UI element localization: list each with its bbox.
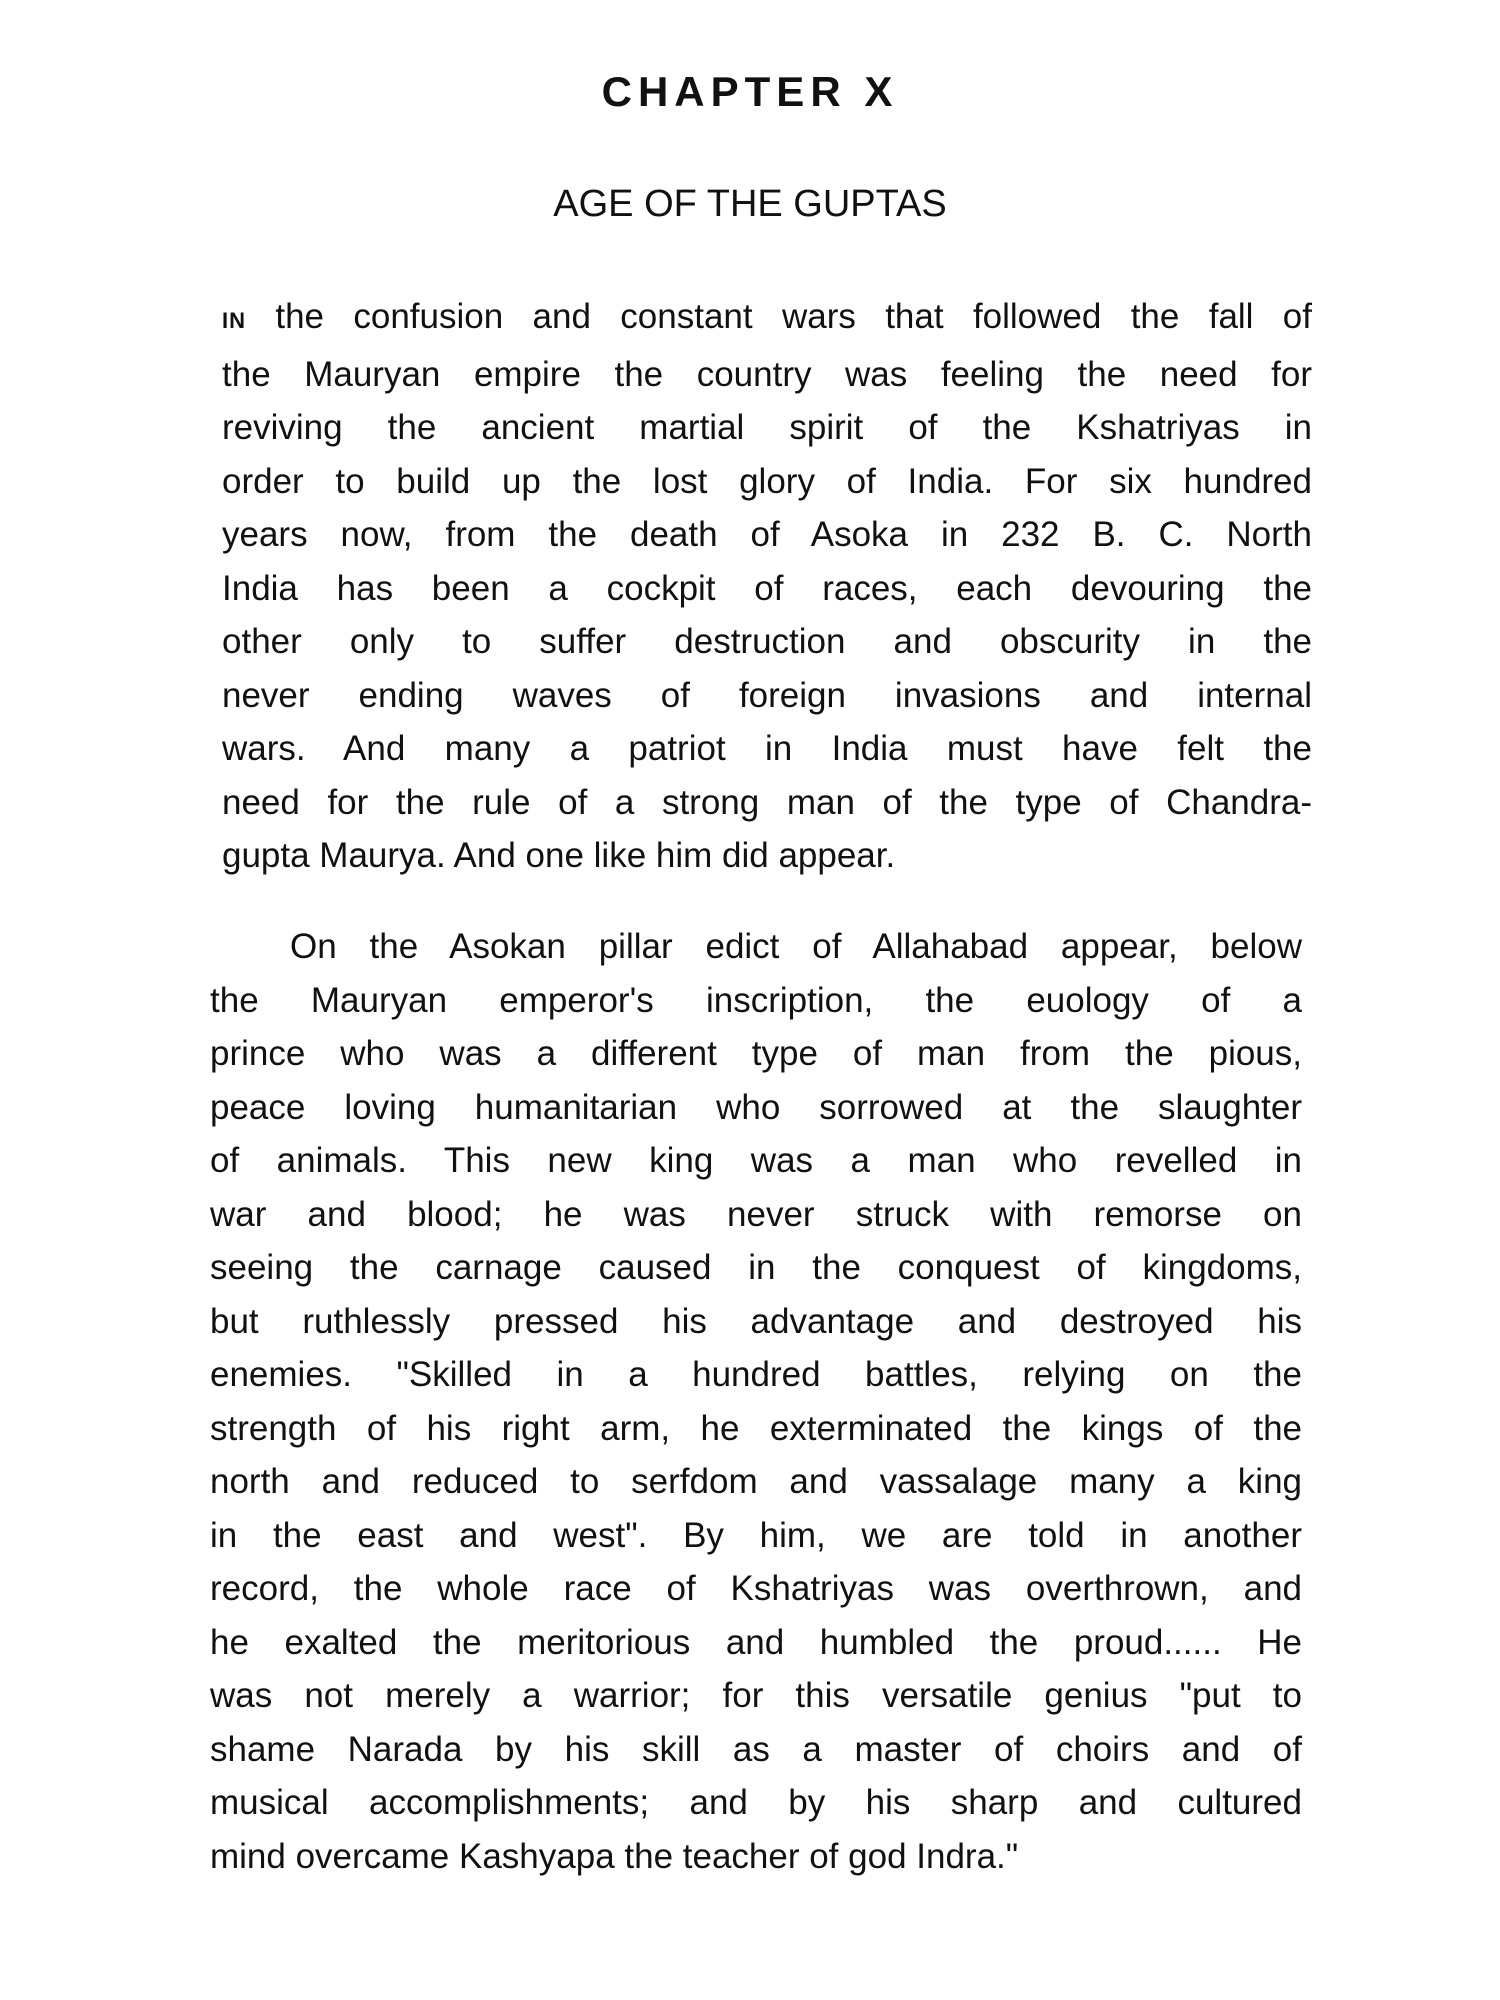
line-text: the confusion and constant wars that followed the fall of bbox=[246, 297, 1312, 336]
paragraph-line: was not merely a warrior; for this versatile genius "put to bbox=[210, 1676, 1302, 1715]
paragraph-line: war and blood; he was never struck with remorse on bbox=[210, 1194, 1302, 1234]
paragraph-line: mind overcame Kashyapa the teacher of god Indra." bbox=[210, 1836, 1019, 1876]
paragraph-line bbox=[222, 290, 1312, 348]
paragraph-line: strength of his right arm, he exterminated the kings of the bbox=[210, 1408, 1302, 1448]
paragraph-2 bbox=[210, 920, 1302, 1883]
paragraph-line: gupta Maurya. And one like him did appear. bbox=[222, 836, 896, 875]
paragraph-line: record, the whole race of Kshatriyas was overthrown, and bbox=[210, 1569, 1302, 1608]
paragraph-line: shame Narada by his skill as a master of choirs and of bbox=[210, 1729, 1302, 1769]
opening-word: IN bbox=[222, 308, 246, 333]
paragraph-line: north and reduced to serfdom and vassalage many a king bbox=[210, 1462, 1302, 1501]
chapter-number: CHAPTER X bbox=[601, 68, 899, 115]
paragraph-line: of animals. This new king was a man who revelled in bbox=[210, 1141, 1302, 1180]
paragraph-line: in the east and west". By him, we are told in another bbox=[210, 1515, 1302, 1555]
paragraph-line: India has been a cockpit of races, each devouring the bbox=[222, 568, 1312, 608]
chapter-title: AGE OF THE GUPTAS bbox=[553, 183, 947, 225]
paragraph-1 bbox=[222, 290, 1312, 883]
paragraph-line: wars. And many a patriot in India must have felt the bbox=[222, 729, 1312, 768]
paragraph-line: but ruthlessly pressed his advantage and destroyed his bbox=[210, 1301, 1302, 1341]
paragraph-line: years now, from the death of Asoka in 232 B. C. North bbox=[222, 515, 1312, 554]
paragraph-line: seeing the carnage caused in the conquest of kingdoms, bbox=[210, 1248, 1302, 1287]
paragraph-line: other only to suffer destruction and obscurity in the bbox=[222, 622, 1312, 661]
paragraph-line: On the Asokan pillar edict of Allahabad appear, below bbox=[290, 927, 1302, 966]
paragraph-line: order to build up the lost glory of India. For six hundred bbox=[222, 461, 1312, 501]
paragraph-line: peace loving humanitarian who sorrowed at the slaughter bbox=[210, 1087, 1302, 1127]
paragraph-line: reviving the ancient martial spirit of the Kshatriyas in bbox=[222, 408, 1312, 447]
paragraph-line: the Mauryan emperor's inscription, the euology of a bbox=[210, 980, 1302, 1020]
paragraph-line: musical accomplishments; and by his sharp and cultured bbox=[210, 1783, 1302, 1822]
paragraph-line: prince who was a different type of man from the pious, bbox=[210, 1034, 1302, 1073]
paragraph-line: the Mauryan empire the country was feeling the need for bbox=[222, 354, 1312, 394]
paragraph-line: he exalted the meritorious and humbled the proud...... He bbox=[210, 1622, 1302, 1662]
paragraph-line: need for the rule of a strong man of the type of Chandra- bbox=[222, 782, 1312, 822]
paragraph-line: enemies. "Skilled in a hundred battles, relying on the bbox=[210, 1355, 1302, 1394]
paragraph-line: never ending waves of foreign invasions and internal bbox=[222, 675, 1312, 715]
